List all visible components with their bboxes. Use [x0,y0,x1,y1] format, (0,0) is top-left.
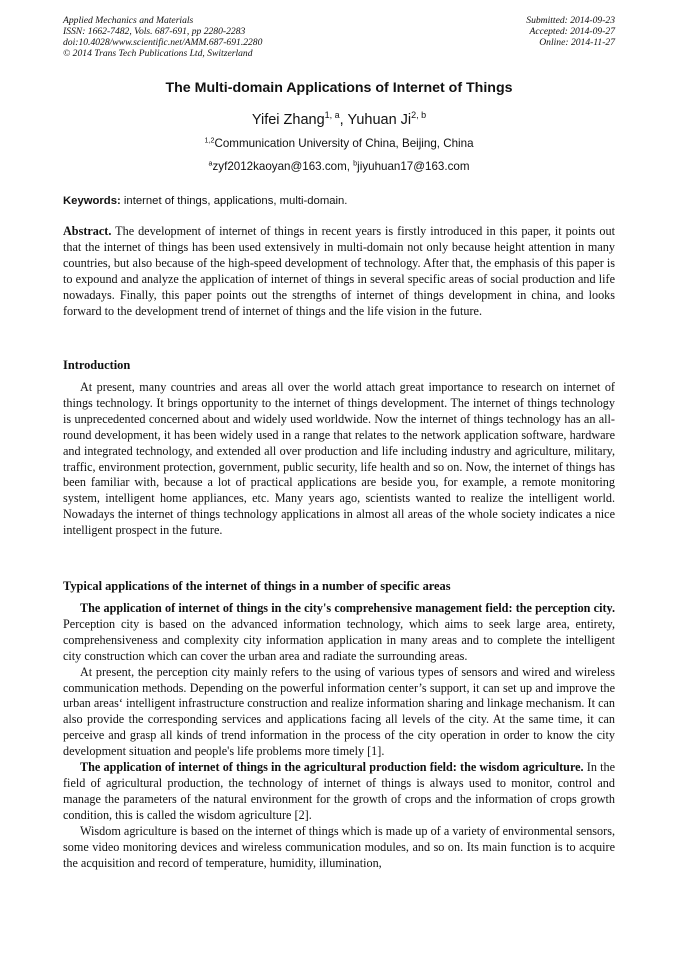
subsection-heading: The application of internet of things in the agricultural production field: the wisdom agriculture. [80,760,584,775]
abstract-label: Abstract. [63,224,112,238]
abstract [63,224,615,319]
author-superscript: 1, a [324,110,340,121]
journal-name: Applied Mechanics and Materials [63,15,194,26]
author-line [0,112,678,128]
abstract-paragraph [63,224,615,319]
email-address: zyf2012kaoyan@163.com, [212,160,354,173]
typical-applications-section [63,601,615,871]
keywords [63,195,615,207]
author-superscript: 2, b [411,110,427,121]
body-paragraph [63,601,615,665]
affiliation-superscript: 1,2 [204,135,215,145]
accepted-date: Accepted: 2014-09-27 [529,26,615,37]
affiliation [0,137,678,150]
affiliation-text: Communication University of China, Beijing, China [214,137,474,150]
journal-info [63,15,262,59]
copyright-line: © 2014 Trans Tech Publications Ltd, Switzerland [63,48,253,59]
email-address: jiyuhuan17@163.com [357,160,470,173]
abstract-text: The development of internet of things in recent years is firstly introduced in this paper, it points out that the internet of things has been used extensively in multi-domain not only because height attention in many countries, but also because of the high-speed development of technology. After that, the emphasis of this paper is to expound and analyze the application of internet of things in several specific areas of social production and life nowadays. Finally, this paper points out the strengths of internet of things development in china, and looks forward to the development trend of internet of things and the life vision in the future. [63,224,615,318]
section-heading-typical-applications: Typical applications of the internet of things in a number of specific areas [63,579,451,593]
body-paragraph: Wisdom agriculture is based on the internet of things which is made up of a variety of environmental sensors, some video monitoring devices and wireless communication modules, and so on. Its main function is to acquire the acquisition and record of temperature, humidity, illumination, [63,823,615,870]
body-paragraph [63,760,615,824]
keywords-label: Keywords: [63,195,121,207]
email-superscript: b [353,158,358,168]
subsection-heading: The application of internet of things in the city's comprehensive management field: the perception city. [80,601,615,615]
introduction-paragraph: At present, many countries and areas all over the world attach great importance to research on internet of things technology. It brings opportunity to the internet of things development. The internet of things technology is unprecedented concerned about and widely used worldwide. Now the internet of things technology has an all-round development, it has been widely used in a range that relates to the network application software, hardware and integrated technology, and extended all over production and life including industry and agriculture, military, traffic, environment protection, government, public security, life health and so on. Now, the internet of things has been familiar with, because a lot of practical applications are beside you, for example, a remote monitoring system, intelligent home appliances, etc. Many years ago, scientists wanted to realize the intelligent world. Nowadays the internet of things technology applications in almost all areas of the whole society indicates a nice intelligent prospect in the future. [63,380,615,538]
email-superscript: a [208,158,213,168]
author-separator: , [339,112,348,128]
paragraph-text: Perception city is based on the advanced information technology, which aims to seek large area, entirety, comprehensiveness and complexity city information application in many areas and to complete the intelligent city construction which can cover the urban area and radiate the surrounding areas. [63,616,615,663]
online-date: Online: 2014-11-27 [539,37,615,48]
doi-line: doi:10.4028/www.scientific.net/AMM.687-691.2280 [63,37,263,48]
introduction-section [63,380,615,539]
section-heading-introduction: Introduction [63,358,131,372]
issn-line: ISSN: 1662-7482, Vols. 687-691, pp 2280-2283 [63,26,246,37]
submission-dates [526,15,615,48]
paragraph-text: In the field of agricultural production, the technology of internet of things is always used to monitor, control and manage the parameters of the natural environment for the growth of crops and the information of crops growth condition, this is called the wisdom agriculture [2]. [63,760,615,822]
submitted-date: Submitted: 2014-09-23 [526,15,615,26]
paper-title: The Multi-domain Applications of Internet of Things [165,80,513,96]
author-name: Yifei Zhang [251,112,325,128]
email-line [0,160,678,173]
body-paragraph: At present, the perception city mainly refers to the using of various types of sensors and wired and wireless communication methods. Depending on the powerful information center’s support, it can set up and improve the urban areas‘ intelligent infrastructure construction and realize information sharing and linkage mechanism. It can also provide the corresponding services and applications facing all levels of the city. At the same time, it can perceive and grasp all kinds of trend information in the process of the city operation in order to know the city development situation and people's life problems more timely [1]. [63,664,615,759]
author-name: Yuhuan Ji [347,112,412,128]
keywords-text: internet of things, applications, multi-domain. [120,195,348,207]
